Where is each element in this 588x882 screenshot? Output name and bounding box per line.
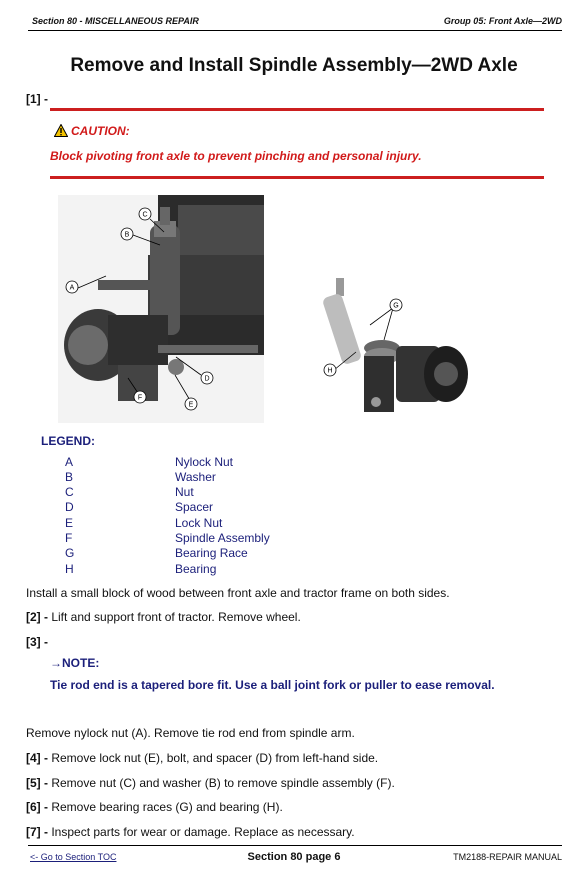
step-6 xyxy=(26,800,283,814)
legend-value: Spindle Assembly xyxy=(175,531,270,545)
legend-value: Bearing Race xyxy=(175,546,248,560)
legend-key: C xyxy=(65,485,74,499)
legend-key: G xyxy=(65,546,75,560)
step-text: Remove nut (C) and washer (B) to remove spindle assembly (F). xyxy=(51,776,395,790)
section-title: Section 80 - MISCELLANEOUS REPAIR xyxy=(32,16,199,26)
legend-value: Nut xyxy=(175,485,194,499)
callout-c: C xyxy=(142,211,148,219)
legend-key: F xyxy=(65,531,73,545)
step-2 xyxy=(26,610,301,624)
caution-heading: CAUTION: xyxy=(71,124,130,138)
legend-value: Nylock Nut xyxy=(175,455,234,469)
step-number: [7] - xyxy=(26,825,48,839)
group-title: Group 05: Front Axle—2WD xyxy=(443,16,562,26)
caution-text: Block pivoting front axle to prevent pinching and personal injury. xyxy=(50,149,422,163)
callout-d: D xyxy=(204,375,210,383)
step-number: [1] - xyxy=(26,92,48,106)
legend-key: H xyxy=(65,562,74,576)
step-3 xyxy=(26,635,48,649)
step-number: [3] - xyxy=(26,635,48,649)
step-text: Inspect parts for wear or damage. Replace as necessary. xyxy=(51,825,355,839)
note-heading: →NOTE: xyxy=(50,656,100,670)
legend-value: Lock Nut xyxy=(175,516,223,530)
page-title: Remove and Install Spindle Assembly—2WD Axle xyxy=(70,55,518,76)
legend-value: Washer xyxy=(175,470,216,484)
legend-key: E xyxy=(65,516,74,530)
step-5 xyxy=(26,776,395,790)
callout-g: G xyxy=(393,302,399,310)
manual-id: TM2188-REPAIR MANUAL xyxy=(453,852,562,862)
step-text: Remove bearing races (G) and bearing (H). xyxy=(51,800,283,814)
legend-key: A xyxy=(65,455,74,469)
note-text: Tie rod end is a tapered bore fit. Use a ball joint fork or puller to ease removal. xyxy=(50,678,495,692)
step-number: [6] - xyxy=(26,800,48,814)
step-number: [5] - xyxy=(26,776,48,790)
callout-b: B xyxy=(124,231,130,239)
page-number: Section 80 page 6 xyxy=(247,851,341,863)
legend-key: D xyxy=(65,500,74,514)
paragraph-nylock: Remove nylock nut (A). Remove tie rod end from spindle arm. xyxy=(26,726,355,740)
paragraph-block: Install a small block of wood between front axle and tractor frame on both sides. xyxy=(26,586,450,600)
callout-e: E xyxy=(188,401,194,409)
callout-h: H xyxy=(327,367,333,375)
step-4 xyxy=(26,751,378,765)
footer-rule xyxy=(28,845,562,846)
step-number: [2] - xyxy=(26,610,48,624)
step-text: Remove lock nut (E), bolt, and spacer (D) from left-hand side. xyxy=(51,751,379,765)
step-text: Lift and support front of tractor. Remove wheel. xyxy=(51,610,301,624)
step-7 xyxy=(26,825,355,839)
step-number: [4] - xyxy=(26,751,48,765)
legend-value: Bearing xyxy=(175,562,217,576)
callout-f: F xyxy=(137,394,143,402)
legend-key: B xyxy=(65,470,74,484)
callout-a: A xyxy=(69,284,75,292)
toc-link[interactable]: <- Go to Section TOC xyxy=(30,852,117,862)
legend-heading: LEGEND: xyxy=(41,434,95,448)
legend-value: Spacer xyxy=(175,500,214,514)
